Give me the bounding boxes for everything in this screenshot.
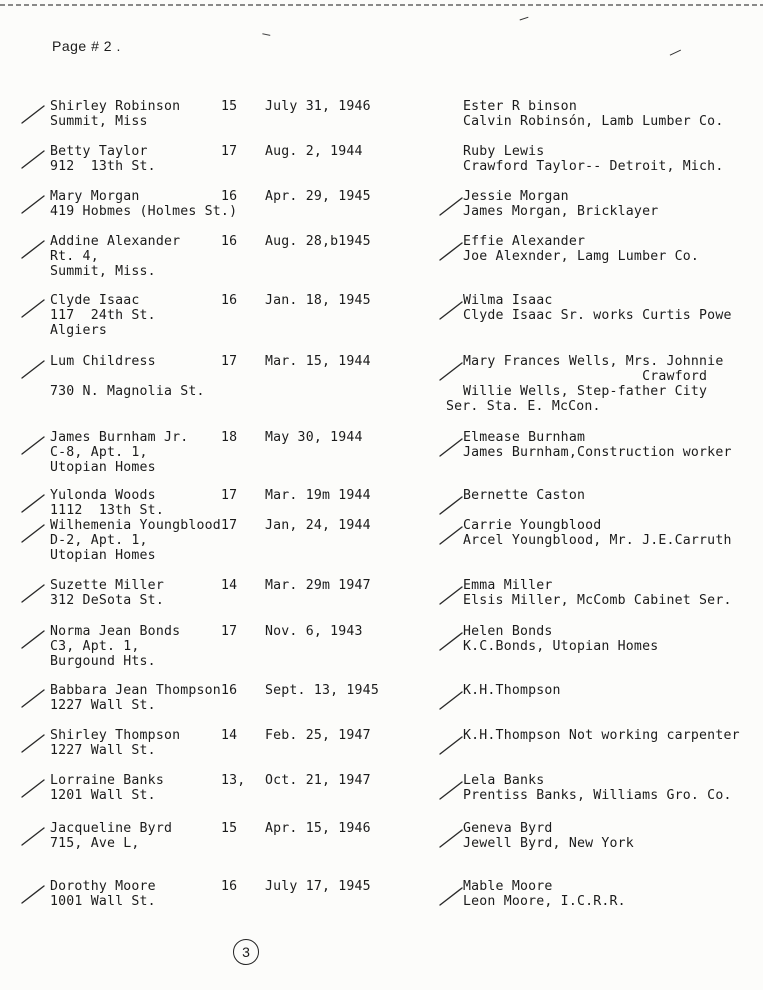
check-mark-right [438,885,464,907]
address-line: Utopian Homes [50,460,156,475]
address-line: D-2, Apt. 1, [50,533,148,548]
check-mark-left [20,492,46,514]
parent-line: Carrie Youngblood [463,518,602,533]
check-mark-right [438,584,464,606]
student-name: Dorothy Moore [50,879,156,894]
address-line: Rt. 4, [50,249,99,264]
parent-line: Jessie Morgan [463,189,569,204]
perforated-top-edge [0,0,763,12]
parent-line: Lela Banks [463,773,545,788]
check-mark-left [20,825,46,847]
student-name: Suzette Miller [50,578,164,593]
address-line: C-8, Apt. 1, [50,445,148,460]
student-name: James Burnham Jr. [50,430,189,445]
parent-line: Calvin Robinsón, Lamb Lumber Co. [463,114,724,129]
student-age: 17 [221,624,238,639]
address-line: Summit, Miss. [50,264,156,279]
check-mark-right [438,240,464,262]
address-line: 1112 13th St. [50,503,164,518]
parent-line: Joe Alexnder, Lamg Lumber Co. [463,249,700,264]
parent-line: Arcel Youngblood, Mr. J.E.Carruth [463,533,732,548]
parent-line: Ser. Sta. E. McCon. [446,399,601,414]
student-age: 17 [221,488,238,503]
parent-line: K.H.Thompson Not working carpenter [463,728,740,743]
student-age: 14 [221,728,238,743]
address-line: Utopian Homes [50,548,156,563]
birth-date: Mar. 15, 1944 [265,354,371,369]
student-age: 15 [221,821,238,836]
student-age: 17 [221,144,238,159]
parent-line: Helen Bonds [463,624,553,639]
parent-line: Bernette Caston [463,488,586,503]
parent-line: Effie Alexander [463,234,586,249]
check-mark-right [438,734,464,756]
student-age: 17 [221,518,238,533]
check-mark-right [438,779,464,801]
birth-date: Nov. 6, 1943 [265,624,363,639]
parent-line: James Burnham,Construction worker [463,445,732,460]
check-mark-right [438,299,464,321]
birth-date: July 17, 1945 [265,879,371,894]
parent-line: Ruby Lewis [463,144,545,159]
parent-line: Ester R binson [463,99,577,114]
check-mark-right [438,195,464,217]
student-age: 18 [221,430,238,445]
check-mark-left [20,297,46,319]
parent-line: Elmease Burnham [463,430,586,445]
student-name: Mary Morgan [50,189,140,204]
address-line: Burgound Hts. [50,654,156,669]
birth-date: May 30, 1944 [265,430,363,445]
student-age: 14 [221,578,238,593]
parent-line: Elsis Miller, McComb Cabinet Ser. [463,593,732,608]
birth-date: Apr. 29, 1945 [265,189,371,204]
check-mark-left [20,238,46,260]
student-age: 15 [221,99,238,114]
birth-date: July 31, 1946 [265,99,371,114]
student-name: Babbara Jean Thompson [50,683,221,698]
check-mark-right [438,827,464,849]
birth-date: Feb. 25, 1947 [265,728,371,743]
address-line: 1001 Wall St. [50,894,156,909]
student-name: Yulonda Woods [50,488,156,503]
parent-line: Crawford Taylor-- Detroit, Mich. [463,159,724,174]
student-name: Norma Jean Bonds [50,624,181,639]
student-name: Lum Childress [50,354,156,369]
address-line: C3, Apt. 1, [50,639,140,654]
address-line: 419 Hobmes (Holmes St.) [50,204,238,219]
address-line: 1227 Wall St. [50,743,156,758]
check-mark-right [438,630,464,652]
check-mark-left [20,628,46,650]
parent-line: K.H.Thompson [463,683,561,698]
student-age: 16 [221,234,238,249]
address-line: 912 13th St. [50,159,156,174]
student-name: Shirley Thompson [50,728,181,743]
address-line: Summit, Miss [50,114,148,129]
parent-line: K.C.Bonds, Utopian Homes [463,639,659,654]
check-mark-left [20,883,46,905]
parent-line: Emma Miller [463,578,553,593]
parent-line: Mary Frances Wells, Mrs. Johnnie [463,354,724,369]
student-name: Addine Alexander [50,234,181,249]
circled-page-number: 3 [233,939,259,965]
birth-date: Jan. 18, 1945 [265,293,371,308]
address-line: 1201 Wall St. [50,788,156,803]
address-line: 312 DeSota St. [50,593,164,608]
check-mark-right [438,494,464,516]
student-age: 16 [221,879,238,894]
check-mark-left [20,148,46,170]
parent-line: Wilma Isaac [463,293,553,308]
parent-line: Leon Moore, I.C.R.R. [463,894,626,909]
student-name: Wilhemenia Youngblood [50,518,221,533]
check-mark-right [438,524,464,546]
student-name: Clyde Isaac [50,293,140,308]
address-line: 715, Ave L, [50,836,140,851]
address-line: Algiers [50,323,107,338]
birth-date: Apr. 15, 1946 [265,821,371,836]
student-age: 16 [221,189,238,204]
parent-line: Geneva Byrd [463,821,553,836]
parent-line: Willie Wells, Step-father City [463,384,708,399]
student-name: Shirley Robinson [50,99,181,114]
check-mark-left [20,434,46,456]
check-mark-left [20,522,46,544]
ink-speck [670,50,683,59]
check-mark-right [438,360,464,382]
check-mark-left [20,103,46,125]
student-name: Jacqueline Byrd [50,821,173,836]
birth-date: Mar. 29m 1947 [265,578,371,593]
student-age: 16 [221,683,238,698]
check-mark-left [20,193,46,215]
birth-date: Aug. 28,b1945 [265,234,371,249]
address-line: 730 N. Magnolia St. [50,384,205,399]
ink-speck [262,33,271,39]
student-age: 17 [221,354,238,369]
parent-line: Crawford [463,369,708,384]
check-mark-left [20,687,46,709]
page-header: Page # 2 . [52,38,121,54]
parent-line: Jewell Byrd, New York [463,836,634,851]
birth-date: Jan, 24, 1944 [265,518,371,533]
check-mark-right [438,689,464,711]
ink-speck [520,17,530,24]
parent-line: Mable Moore [463,879,553,894]
check-mark-left [20,777,46,799]
parent-line: James Morgan, Bricklayer [463,204,659,219]
check-mark-left [20,582,46,604]
student-name: Lorraine Banks [50,773,164,788]
birth-date: Mar. 19m 1944 [265,488,371,503]
check-mark-left [20,732,46,754]
address-line: 1227 Wall St. [50,698,156,713]
parent-line: Prentiss Banks, Williams Gro. Co. [463,788,732,803]
address-line: 117 24th St. [50,308,156,323]
birth-date: Oct. 21, 1947 [265,773,371,788]
student-name: Betty Taylor [50,144,148,159]
check-mark-left [20,358,46,380]
check-mark-right [438,436,464,458]
birth-date: Aug. 2, 1944 [265,144,363,159]
birth-date: Sept. 13, 1945 [265,683,379,698]
parent-line: Clyde Isaac Sr. works Curtis Powe [463,308,732,323]
student-age: 13, [221,773,246,788]
student-age: 16 [221,293,238,308]
